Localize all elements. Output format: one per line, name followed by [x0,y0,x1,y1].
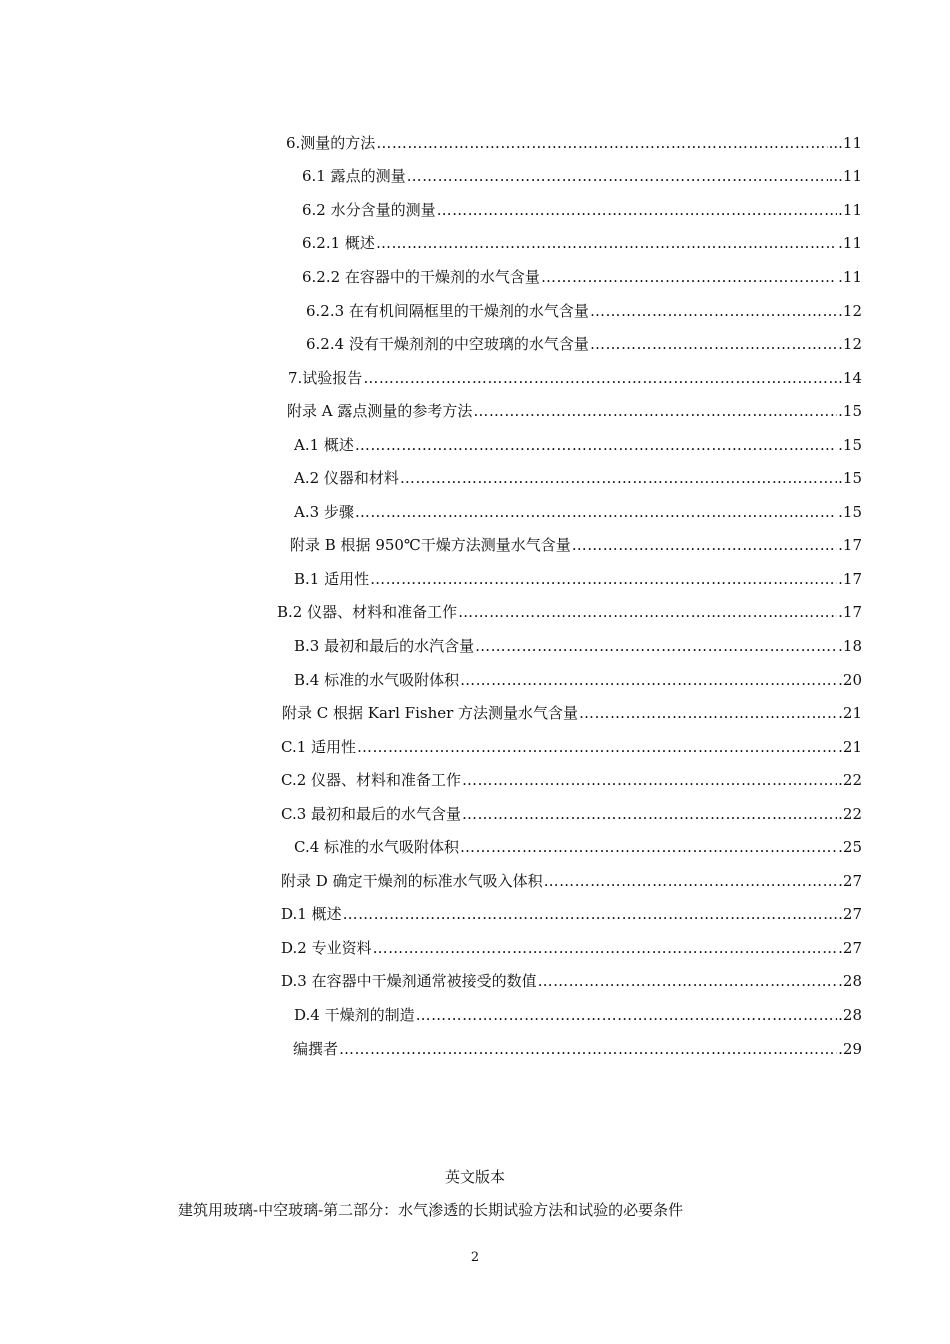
toc-leader [407,166,828,186]
toc-entry[interactable] [290,535,862,555]
toc-row [0,294,950,328]
toc-leader [541,267,837,287]
toc-row [0,529,950,563]
toc-entry[interactable] [281,804,862,824]
toc-row [0,696,950,730]
toc-entry-page: .28 [838,1005,862,1024]
toc-entry-page: ..14 [833,368,862,387]
toc-entry[interactable] [281,871,862,891]
toc-entry-page: .11 [838,200,862,219]
toc-row [0,864,950,898]
toc-entry-title: B.4 标准的水气吸附体积 [294,670,460,689]
toc-entry-page: .18 [838,636,862,655]
toc-entry-page: .15 [838,402,862,421]
toc-entry[interactable] [294,837,862,857]
toc-leader [462,804,837,824]
toc-leader [460,837,837,857]
toc-entry-page: .25 [838,838,862,857]
toc-leader [355,435,837,455]
toc-entry[interactable] [282,703,862,723]
toc-entry-title: 附录 C 根据 Karl Fisher 方法测量水气含量 [282,704,579,723]
toc-leader [370,569,837,589]
toc-leader [590,334,837,354]
document-title: 建筑用玻璃-中空玻璃-第二部分：水气渗透的长期试验方法和试验的必要条件 [178,1201,684,1219]
toc-entry-page: .12 [838,301,862,320]
toc-leader [458,602,837,622]
toc-entry-title: 6.2.2 在容器中的干燥剂的水气含量 [302,267,540,286]
toc-row [0,428,950,462]
toc-entry-title: A.3 步骤 [294,502,354,521]
toc-leader [460,670,837,690]
toc-leader [376,133,827,153]
toc-entry-title: D.4 干燥剂的制造 [294,1005,415,1024]
toc-entry[interactable] [306,334,862,354]
toc-leader [462,770,837,790]
toc-entry-page: .11 [838,267,862,286]
toc-entry[interactable] [294,468,862,488]
toc-leader [473,401,837,421]
toc-entry-page: .28 [838,972,862,991]
toc-entry-page: .22 [838,804,862,823]
toc-entry[interactable] [281,971,862,991]
toc-leader [538,971,838,991]
toc-entry-title: D.1 概述 [281,905,342,924]
toc-entry[interactable] [294,636,862,656]
toc-entry-page: .12 [838,335,862,354]
toc-entry-title: 6.测量的方法 [286,133,376,152]
toc-row [0,227,950,261]
toc-entry[interactable] [293,1039,862,1059]
toc-entry-title: D.3 在容器中干燥剂通常被接受的数值 [281,972,537,991]
toc-entry[interactable] [294,670,862,690]
toc-entry-title: D.2 专业资料 [281,938,372,957]
english-version-heading: 英文版本 [444,1168,505,1186]
toc-row [0,663,950,697]
toc-entry-page: .21 [838,737,862,756]
toc-row [0,931,950,965]
toc-leader [437,200,838,220]
toc-entry[interactable] [277,602,862,622]
toc-entry[interactable] [281,904,862,924]
toc-leader [357,737,837,757]
toc-entry-title: C.3 最初和最后的水气含量 [281,804,462,823]
toc-entry-page: .21 [838,704,862,723]
toc-entry-page: ...11 [828,133,862,152]
toc-row [0,126,950,160]
toc-entry[interactable] [281,737,862,757]
toc-row [0,596,950,630]
toc-entry-title: 6.2.1 概述 [302,234,375,253]
toc-leader [373,938,838,958]
toc-entry[interactable] [302,200,862,220]
toc-entry-page: .11 [838,234,862,253]
toc-row [0,763,950,797]
toc-entry-page: .27 [838,938,862,957]
toc-leader [343,904,838,924]
page-number: 2 [470,1250,480,1265]
toc-row [0,361,950,395]
toc-entry-title: 6.2 水分含量的测量 [302,200,436,219]
toc-entry-page: .17 [838,536,862,555]
toc-entry[interactable] [287,401,862,421]
toc-entry[interactable] [281,938,862,958]
toc-entry[interactable] [306,301,862,321]
toc-entry-page: .22 [838,771,862,790]
toc-leader [572,535,837,555]
toc-entry[interactable] [302,267,862,287]
toc-entry-title: B.2 仪器、材料和准备工作 [277,603,458,622]
toc-entry-page: .29 [838,1039,862,1058]
toc-entry[interactable] [294,502,862,522]
toc-row [0,327,950,361]
toc-entry-title: 6.1 露点的测量 [302,167,406,186]
toc-row [0,629,950,663]
toc-leader [579,703,837,723]
toc-entry[interactable] [294,435,862,455]
toc-entry-title: 7.试验报告 [288,368,363,387]
toc-entry-title: 6.2.4 没有干燥剂剂的中空玻璃的水气含量 [306,335,589,354]
toc-entry[interactable] [294,1005,862,1025]
toc-entry-page: .17 [838,603,862,622]
toc-entry-title: 附录 B 根据 950℃干燥方法测量水气含量 [290,536,571,555]
toc-leader [416,1005,838,1025]
toc-entry-title: B.1 适用性 [294,569,370,588]
toc-row [0,562,950,596]
toc-entry[interactable] [288,368,862,388]
toc-entry-title: C.1 适用性 [281,737,357,756]
toc-entry-title: C.4 标准的水气吸附体积 [294,838,460,857]
toc-row [0,898,950,932]
toc-row [0,160,950,194]
toc-entry-title: C.2 仪器、材料和准备工作 [281,771,462,790]
toc-entry[interactable] [294,569,862,589]
toc-row [0,260,950,294]
toc-row [0,730,950,764]
toc-entry[interactable] [302,166,862,186]
toc-row [0,797,950,831]
toc-row [0,461,950,495]
toc-entry-page: .15 [838,469,862,488]
toc-entry[interactable] [286,133,862,153]
toc-leader [376,233,837,253]
toc-leader [355,502,837,522]
toc-entry-page: ...11 [828,167,862,186]
toc-entry-title: A.1 概述 [294,435,354,454]
toc-leader [590,301,837,321]
toc-leader [475,636,837,656]
table-of-contents [0,126,950,1065]
toc-entry-page: .15 [838,502,862,521]
toc-entry-title: A.2 仪器和材料 [294,469,399,488]
toc-row [0,998,950,1032]
toc-entry-page: .27 [838,871,862,890]
toc-row [0,965,950,999]
toc-leader [339,1039,837,1059]
toc-entry-title: 附录 A 露点测量的参考方法 [287,402,473,421]
toc-row [0,1032,950,1066]
toc-leader [363,368,832,388]
toc-entry-page: .17 [838,569,862,588]
toc-entry[interactable] [281,770,862,790]
toc-entry-title: B.3 最初和最后的水汽含量 [294,636,475,655]
toc-entry[interactable] [302,233,862,253]
toc-entry-page: .20 [838,670,862,689]
toc-row [0,495,950,529]
toc-entry-title: 附录 D 确定干燥剂的标准水气吸入体积 [281,871,543,890]
toc-entry-page: .15 [838,435,862,454]
toc-entry-page: .27 [838,905,862,924]
toc-entry-title: 6.2.3 在有机间隔框里的干燥剂的水气含量 [306,301,589,320]
toc-row [0,394,950,428]
toc-row [0,193,950,227]
toc-leader [400,468,837,488]
toc-leader [544,871,838,891]
toc-row [0,830,950,864]
toc-entry-title: 编撰者 [293,1039,339,1058]
